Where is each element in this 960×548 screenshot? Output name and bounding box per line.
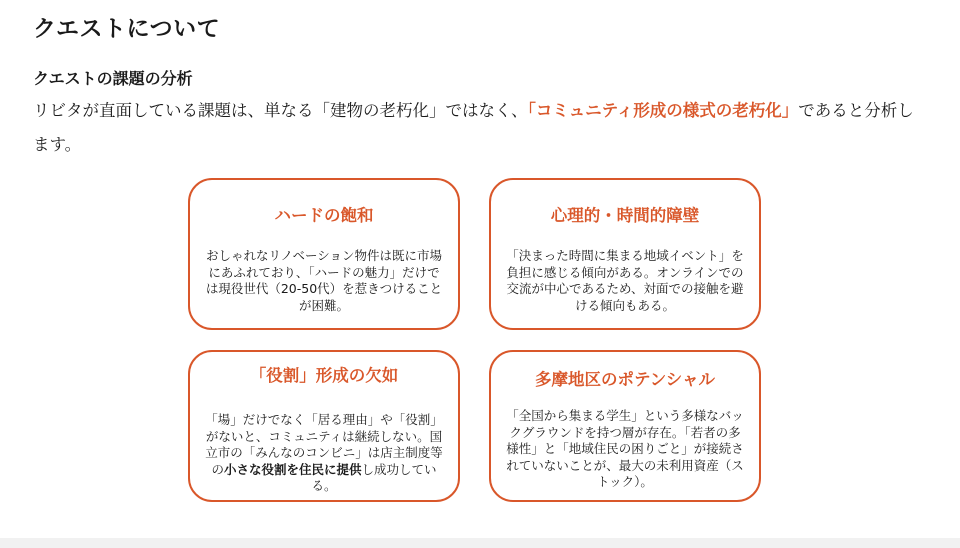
- card-title: 「役割」形成の欠如: [249, 366, 399, 385]
- card-body: おしゃれなリノベーション物件は既に市場にあふれており、「ハードの魅力」だけでは現役世代（20-50代）を惹きつけることが困難。: [205, 248, 443, 313]
- card-body: 「決まった時間に集まる地域イベント」を負担に感じる傾向がある。オンラインでの交流が中心であるため、対面での接触を避ける傾向もある。: [506, 248, 744, 313]
- card-hardware-saturation: [188, 178, 460, 330]
- card-title: 心理的・時間的障壁: [550, 206, 700, 225]
- card-title: 多摩地区のポテンシャル: [535, 370, 715, 389]
- card-psychological-barrier: [489, 178, 761, 330]
- card-role-deficit: [188, 350, 460, 502]
- intro-paragraph: [33, 94, 923, 162]
- card-body-text-end: し成功している。: [311, 461, 437, 493]
- page-title: クエストについて: [33, 16, 221, 42]
- intro-accent-text: 「コミュニティ形成の様式の老朽化」: [527, 101, 799, 120]
- intro-text-after: であると分析します。: [33, 101, 914, 154]
- card-body: 「全国から集まる学生」という多様なバックグラウンドを持つ層が存在。「若者の多様性」と「地域住民の困りごと」が接続されていないことが、最大の未利用資産（ストック）。: [506, 408, 744, 489]
- card-body-emphasis: 小さな役割を住民に提供: [223, 461, 362, 477]
- card-body: [204, 412, 444, 495]
- intro-text-before: リビタが直面している課題は、単なる「建物の老朽化」ではなく、: [33, 101, 528, 120]
- bottom-bar: [0, 538, 960, 548]
- card-title: ハードの飽和: [274, 206, 374, 225]
- card-tama-potential: [489, 350, 761, 502]
- section-heading: クエストの課題の分析: [33, 69, 193, 88]
- card-body-text: 「場」だけでなく「居る理由」や「役割」がないと、コミュニティは継続しない。国立市の「みんなのコンビニ」は店主制度等の: [205, 412, 443, 477]
